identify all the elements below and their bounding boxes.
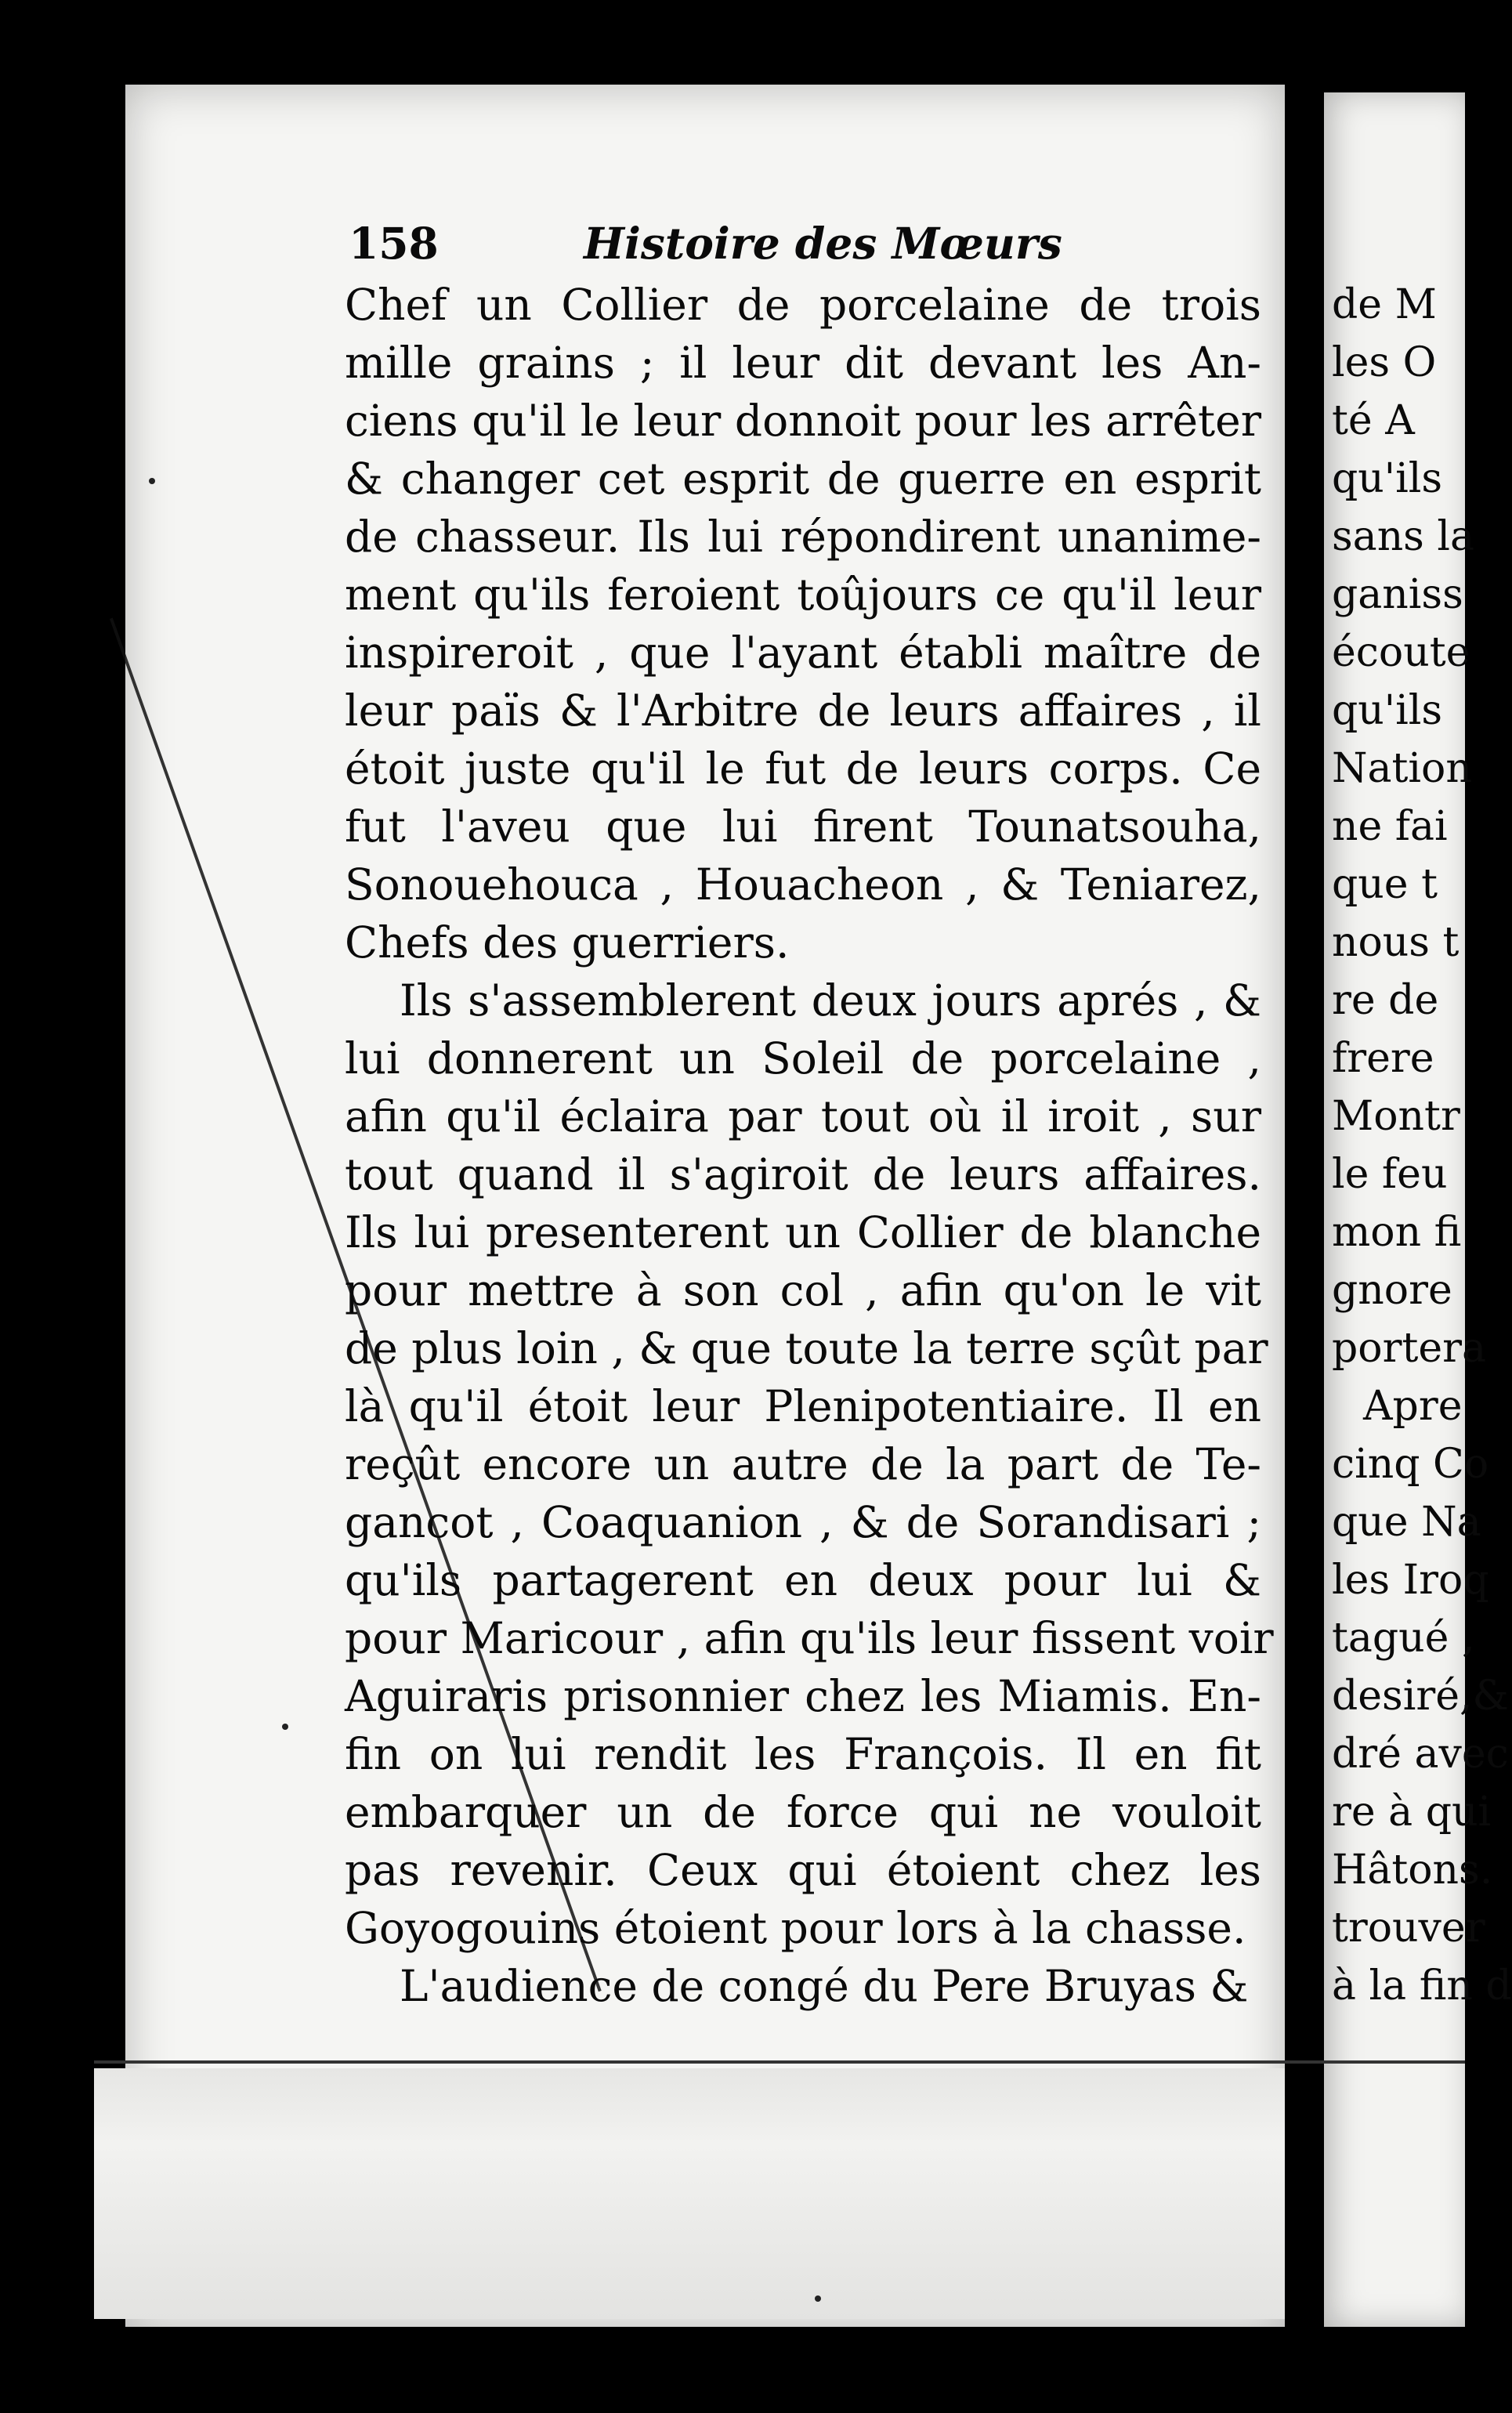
text-line: de plus loin , & que toute la terre sçût par xyxy=(345,1323,1268,1373)
text-line-fragment: de M xyxy=(1332,281,1437,328)
text-line: de chasseur. Ils lui répondirent unanime- xyxy=(345,512,1261,562)
text-line: pour Maricour , afin qu'ils leur fissent voir xyxy=(345,1613,1274,1663)
text-line: reçût encore un autre de la part de Te- xyxy=(345,1439,1261,1489)
text-line: embarquer un de force qui ne vouloit xyxy=(345,1787,1261,1837)
text-line: fin on lui rendit les François. Il en fit xyxy=(345,1729,1261,1779)
text-line-fragment: que Na xyxy=(1332,1499,1481,1546)
text-line-fragment: desiré,& xyxy=(1332,1673,1509,1720)
text-line: pour mettre à son col , afin qu'on le vit xyxy=(345,1265,1261,1315)
ink-speck xyxy=(149,478,155,484)
text-line: Sonouehouca , Houacheon , & Teniarez, xyxy=(345,859,1261,910)
ink-speck xyxy=(815,2295,821,2302)
text-line: fut l'aveu que lui firent Tounatsouha, xyxy=(345,801,1261,852)
text-line-fragment: re à qui xyxy=(1332,1789,1492,1836)
text-line: ciens qu'il le leur donnoit pour les arrêter xyxy=(345,396,1261,446)
text-line-fragment: Hâtons. xyxy=(1332,1847,1493,1894)
text-line: Chef un Collier de porcelaine de trois xyxy=(345,280,1261,330)
page-number: 158 xyxy=(349,218,439,269)
text-line-fragment: le feu xyxy=(1332,1151,1448,1198)
text-line: mille grains ; il leur dit devant les An- xyxy=(345,338,1261,388)
text-line: pas revenir. Ceux qui étoient chez les xyxy=(345,1845,1261,1895)
text-line-fragment: les Iroq xyxy=(1332,1557,1489,1604)
text-line: là qu'il étoit leur Plenipotentiaire. Il en xyxy=(345,1381,1261,1431)
text-line-fragment: Apre xyxy=(1363,1383,1463,1430)
text-line-fragment: re de xyxy=(1332,977,1439,1024)
text-line-fragment: trouver xyxy=(1332,1905,1485,1952)
left-page-text xyxy=(345,276,1274,2015)
book-gutter xyxy=(1285,85,1324,2327)
text-line-fragment: Montr xyxy=(1332,1093,1460,1140)
text-line-fragment: que t xyxy=(1332,861,1438,908)
text-line: & changer cet esprit de guerre en esprit xyxy=(345,454,1261,504)
page-bottom-margin xyxy=(94,2068,1285,2319)
running-head xyxy=(349,218,1226,280)
text-line-fragment: sans la xyxy=(1332,513,1475,560)
text-line: inspireroit , que l'ayant établi maître de xyxy=(345,628,1261,678)
text-line: étoit juste qu'il le fut de leurs corps. Ce xyxy=(345,743,1261,794)
ink-speck xyxy=(282,1724,288,1730)
running-title: Histoire des Mœurs xyxy=(584,218,1062,269)
text-line-fragment: mon fi xyxy=(1332,1209,1462,1256)
text-line-fragment: qu'ils xyxy=(1332,687,1443,734)
text-line-fragment: ganiss xyxy=(1332,571,1463,618)
text-line: leur païs & l'Arbitre de leurs affaires , il xyxy=(345,686,1261,736)
text-line: qu'ils partagerent en deux pour lui & xyxy=(345,1555,1261,1605)
text-line-fragment: gnore xyxy=(1332,1267,1452,1314)
text-line-fragment: frere xyxy=(1332,1035,1434,1082)
right-page-text xyxy=(1332,276,1512,2015)
text-line: lui donnerent un Soleil de porcelaine , xyxy=(345,1033,1261,1083)
text-line: Chefs des guerriers. xyxy=(345,917,790,968)
text-line: Ils lui presenterent un Collier de blanche xyxy=(345,1207,1261,1257)
text-line-fragment: nous t xyxy=(1332,919,1460,966)
text-line-fragment: à la fin d xyxy=(1332,1963,1512,2010)
text-line-fragment: dré avec xyxy=(1332,1731,1509,1778)
text-line-fragment: les O xyxy=(1332,339,1437,386)
text-line: afin qu'il éclaira par tout où il iroit , sur xyxy=(345,1091,1261,1141)
text-line-fragment: cinq Co xyxy=(1332,1441,1489,1488)
text-line: Goyogouins étoient pour lors à la chasse. xyxy=(345,1903,1246,1953)
text-line-fragment: té A xyxy=(1332,397,1415,444)
text-line-fragment: écoute xyxy=(1332,629,1470,676)
text-line: L'audience de congé du Pere Bruyas & xyxy=(400,1961,1249,2011)
text-line: Ils s'assemblerent deux jours aprés , & xyxy=(400,975,1261,1026)
text-line-fragment: ne fai xyxy=(1332,803,1448,850)
text-line-fragment: tagué , xyxy=(1332,1615,1475,1662)
text-line: ment qu'ils feroient toûjours ce qu'il leur xyxy=(345,570,1261,620)
text-line: Aguiraris prisonnier chez les Miamis. En- xyxy=(345,1671,1261,1721)
text-line-fragment: portera xyxy=(1332,1325,1486,1372)
text-line: gancot , Coaquanion , & de Sorandisari ; xyxy=(345,1497,1261,1547)
text-line: tout quand il s'agiroit de leurs affaires. xyxy=(345,1149,1261,1199)
text-line-fragment: Nation xyxy=(1332,745,1472,792)
text-line-fragment: qu'ils xyxy=(1332,455,1443,502)
horizontal-scan-line xyxy=(94,2060,1465,2064)
